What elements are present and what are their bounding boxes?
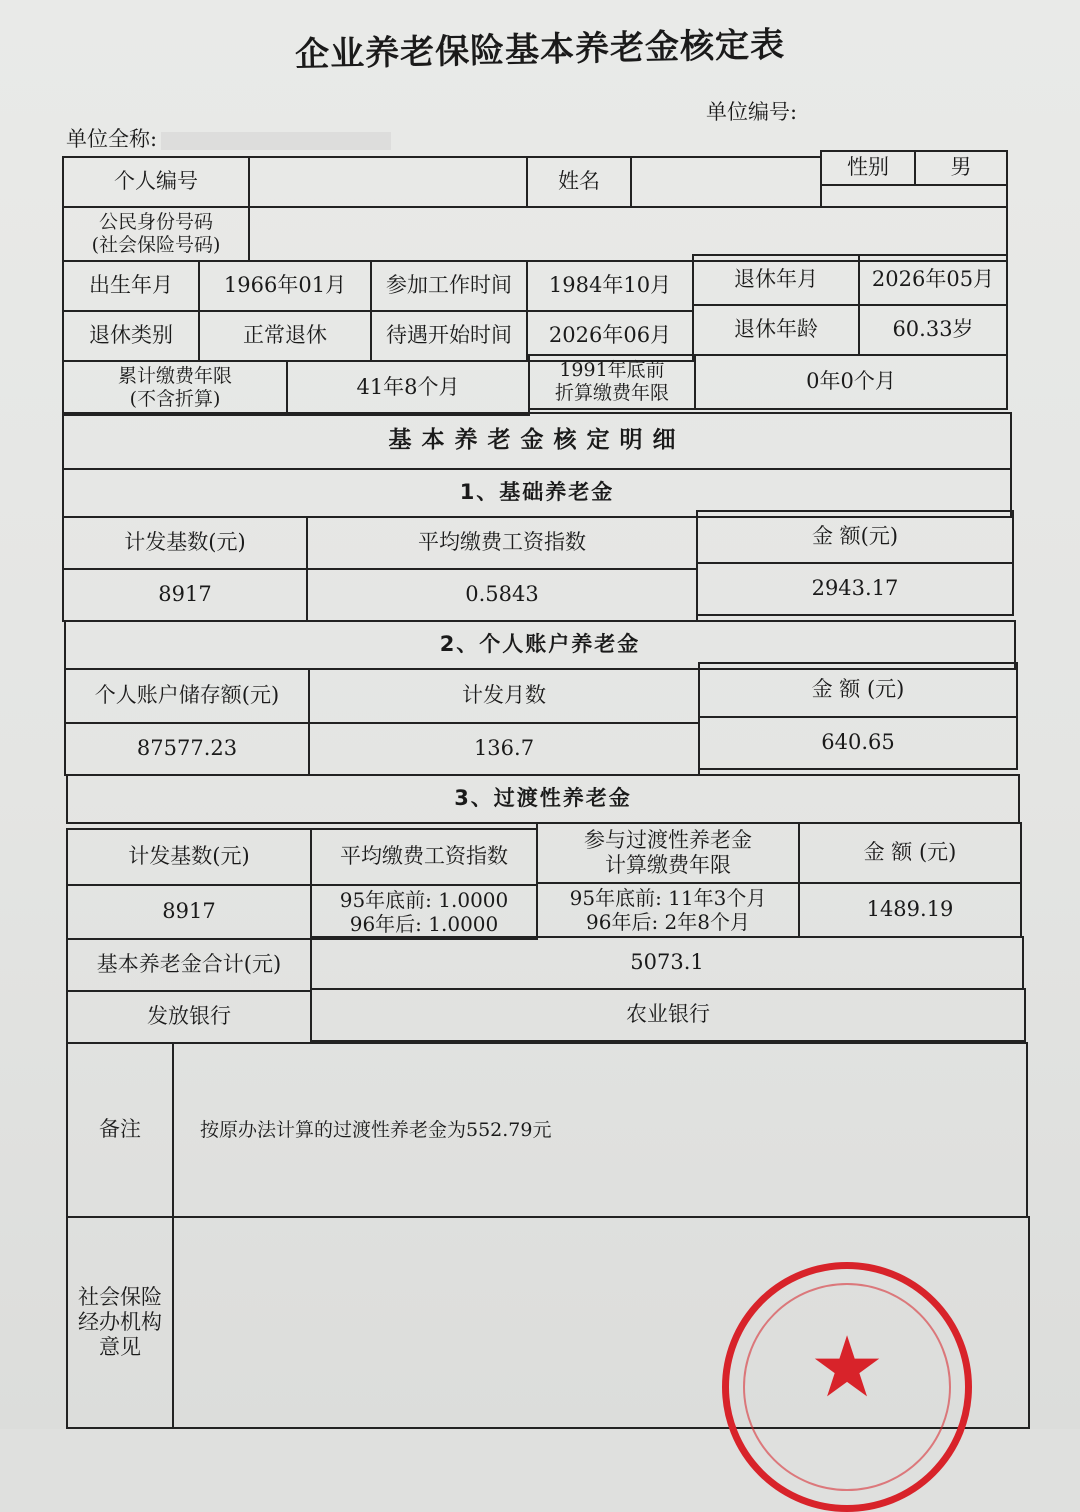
basic-col-base: 计发基数(元)	[62, 516, 308, 570]
official-seal	[722, 1262, 972, 1512]
gender-label: 性别	[820, 150, 916, 186]
basic-index-value: 0.5843	[306, 568, 698, 622]
retire-age-label: 退休年龄	[692, 304, 860, 356]
bank-value: 农业银行	[310, 988, 1026, 1042]
seal-star-icon: ★	[809, 1318, 885, 1416]
account-amount-value: 640.65	[698, 716, 1018, 770]
account-pension-title: 2、个人账户养老金	[64, 620, 1016, 670]
basic-pension-title: 1、基础养老金	[62, 468, 1012, 518]
retire-month-value: 2026年05月	[858, 254, 1008, 306]
account-col-balance: 个人账户储存额(元)	[64, 668, 310, 724]
retire-month-label: 退休年月	[692, 254, 860, 306]
name-label: 姓名	[526, 156, 632, 208]
benefit-start-value: 2026年06月	[526, 310, 694, 362]
gender-value: 男	[914, 150, 1008, 186]
basic-col-amount: 金 额(元)	[696, 510, 1014, 564]
account-months-value: 136.7	[308, 722, 700, 776]
id-card-label: 公民身份号码 (社会保险号码)	[62, 206, 250, 262]
retire-type-label: 退休类别	[62, 310, 200, 362]
contribution-years-label: 累计缴费年限 (不含折算)	[62, 360, 288, 416]
birth-value: 1966年01月	[198, 260, 372, 312]
unit-name-label: 单位全称:	[66, 127, 158, 151]
opinion-label: 社会保险 经办机构 意见	[66, 1216, 174, 1429]
transition-pension-title: 3、过渡性养老金	[66, 774, 1020, 824]
pre1991-label: 1991年底前 折算缴费年限	[528, 354, 696, 410]
pension-table	[62, 150, 1030, 1429]
total-label: 基本养老金合计(元)	[66, 938, 312, 992]
personal-id-value	[248, 156, 528, 208]
transition-index-value: 95年底前: 1.0000 96年后: 1.0000	[310, 884, 538, 940]
work-start-value: 1984年10月	[526, 260, 694, 312]
transition-amount-value: 1489.19	[798, 882, 1022, 938]
benefit-start-label: 待遇开始时间	[370, 310, 528, 362]
transition-base-value: 8917	[66, 884, 312, 940]
birth-label: 出生年月	[62, 260, 200, 312]
unit-name-row	[66, 123, 391, 153]
work-start-label: 参加工作时间	[370, 260, 528, 312]
name-value	[630, 156, 822, 208]
transition-years-value: 95年底前: 11年3个月 96年后: 2年8个月	[536, 882, 800, 938]
account-col-amount: 金 额 (元)	[698, 662, 1018, 718]
retire-age-value: 60.33岁	[858, 304, 1008, 356]
basic-base-value: 8917	[62, 568, 308, 622]
basic-amount-value: 2943.17	[696, 562, 1014, 616]
gender-blank	[820, 184, 1008, 208]
transition-col-amount: 金 额 (元)	[798, 822, 1022, 884]
basic-col-index: 平均缴费工资指数	[306, 516, 698, 570]
redacted-unit-name	[161, 132, 391, 150]
pre1991-value: 0年0个月	[694, 354, 1008, 410]
transition-col-base: 计发基数(元)	[66, 828, 312, 886]
remark-value: 按原办法计算的过渡性养老金为552.79元	[172, 1042, 1028, 1218]
detail-title: 基本养老金核定明细	[62, 412, 1012, 470]
transition-col-index: 平均缴费工资指数	[310, 828, 538, 886]
account-balance-value: 87577.23	[64, 722, 310, 776]
document-title: 企业养老保险基本养老金核定表	[294, 24, 786, 76]
unit-number-label: 单位编号:	[706, 100, 798, 124]
remark-label: 备注	[66, 1042, 174, 1218]
retire-type-value: 正常退休	[198, 310, 372, 362]
personal-id-label: 个人编号	[62, 156, 250, 208]
contribution-years-value: 41年8个月	[286, 360, 530, 416]
account-col-months: 计发月数	[308, 668, 700, 724]
transition-col-years: 参与过渡性养老金 计算缴费年限	[536, 822, 800, 884]
bank-label: 发放银行	[66, 990, 312, 1044]
total-value: 5073.1	[310, 936, 1024, 990]
